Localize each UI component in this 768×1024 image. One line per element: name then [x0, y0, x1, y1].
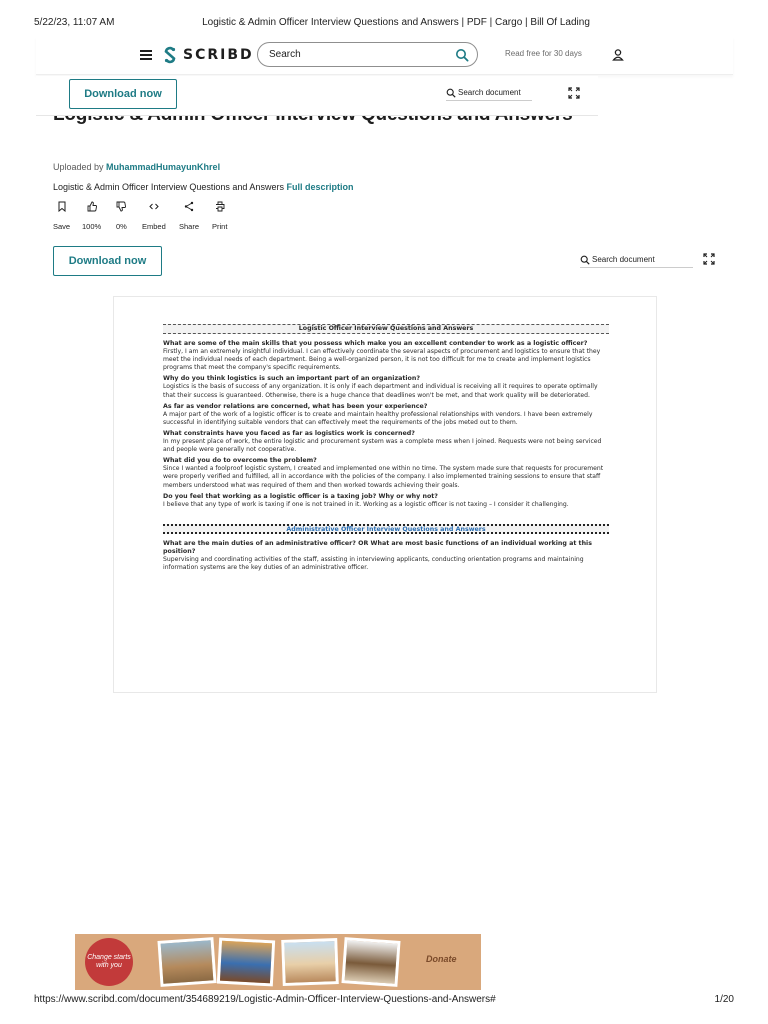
save-label: Save: [53, 222, 71, 231]
thumbs-down-icon: [116, 201, 126, 212]
search-input[interactable]: [269, 47, 449, 62]
user-account-icon[interactable]: [609, 46, 627, 64]
print-header: [0, 17, 768, 31]
ad-photo: [217, 938, 275, 987]
print-label: Print: [212, 222, 228, 231]
qa-item: [163, 457, 609, 489]
ad-donate-text[interactable]: Donate: [426, 954, 457, 964]
question: What did you do to overcome the problem?: [163, 457, 317, 465]
section-heading-administrative: Administrative Officer Interview Questions and Answers: [163, 524, 609, 534]
qa-item: [163, 375, 609, 399]
search-document-field[interactable]: [580, 252, 693, 268]
menu-icon[interactable]: [140, 50, 152, 60]
scribd-s-icon: [163, 46, 177, 64]
ad-slogan-badge: Change starts with you: [85, 938, 133, 986]
answer: Since I wanted a foolproof logistic system, I created and implemented one within no time. The system made sure that requests for procurement were properly verified and fulfilled, all in accordance with the policies of the company. I also implemented training sessions to ensure that staff members understood what was required of them and then worked towards achieving their goals.: [163, 465, 604, 489]
embed-label: Embed: [142, 222, 166, 231]
code-icon: [149, 201, 159, 212]
ad-photo: [157, 937, 216, 987]
question: What are some of the main skills that you possess which make you an excellent contender to work as a logistic officer?: [163, 340, 588, 347]
search-document-label: Search document: [458, 88, 521, 97]
share-icon: [184, 201, 194, 212]
save-button[interactable]: [53, 201, 70, 234]
search-document-field-top[interactable]: [446, 85, 532, 101]
uploaded-by-prefix: Uploaded by: [53, 162, 107, 172]
fullscreen-expand-icon[interactable]: [568, 87, 580, 99]
print-datetime: 5/22/23, 11:07 AM: [34, 17, 115, 28]
logo-text: SCRIBD: [183, 47, 254, 63]
description-text: Logistic & Admin Officer Interview Questions and Answers: [53, 182, 287, 192]
download-now-button[interactable]: Download now: [53, 246, 162, 276]
question: As far as vendor relations are concerned, what has been your experience?: [163, 402, 428, 410]
search-document-label: Search document: [592, 255, 655, 264]
answer: In my present place of work, the entire logistic and procurement system was a complete mess when I joined. Requests were not being serviced and people were generally not cooperative.: [163, 438, 602, 454]
question: Why do you think logistics is such an important part of an organization?: [163, 375, 420, 383]
bookmark-icon: [57, 201, 67, 212]
print-page-title: Logistic & Admin Officer Interview Questions and Answers | PDF | Cargo | Bill Of Lading: [202, 17, 590, 28]
search-icon: [580, 255, 590, 265]
question: What constraints have you faced as far as logistics work is concerned?: [163, 429, 415, 437]
answer: A major part of the work of a logistic officer is to create and maintain healthy professional relationships with vendors. I have been extremely successful in identifying suitable vendors that can effectively meet the requirements of the jobs meted out to them.: [163, 410, 593, 426]
answer: I believe that any type of work is taxing if one is not trained in it. Working as a logistic officer is not taxing – I consider it challenging.: [163, 500, 569, 508]
answer: Supervising and coordinating activities of the staff, assisting in interviewing applicants, conducting orientation programs and maintaining information systems are the key duties of an administrative officer.: [163, 555, 584, 572]
page-url: https://www.scribd.com/document/354689219/Logistic-Admin-Officer-Interview-Questions-and-Answers#: [34, 994, 496, 1005]
page-number: 1/20: [714, 994, 734, 1005]
qa-item: [163, 403, 609, 427]
search-icon[interactable]: [455, 48, 469, 62]
downvote-percentage: 0%: [116, 222, 127, 231]
embed-button[interactable]: [142, 201, 166, 234]
document-description: [53, 182, 353, 192]
document-page: [113, 296, 657, 693]
ad-photo: [281, 938, 339, 986]
ad-photo: [341, 937, 400, 987]
download-now-button-top[interactable]: Download now: [69, 79, 177, 109]
sticky-download-bar: [36, 76, 598, 116]
qa-item: [163, 540, 609, 572]
top-navigation-bar: [36, 37, 733, 75]
question: Do you feel that working as a logistic officer is a taxing job? Why or why not?: [163, 492, 438, 500]
search-box[interactable]: [257, 42, 478, 67]
uploaded-by: [53, 162, 220, 172]
uploader-name-link[interactable]: MuhammadHumayunKhrel: [106, 162, 221, 172]
qa-item: [163, 493, 609, 509]
section-heading-logistic: Logistic Officer Interview Questions and Answers: [163, 324, 609, 334]
share-button[interactable]: [179, 201, 199, 234]
question: What are the main duties of an administrative officer? OR What are most basic functions of an individual working at this position?: [163, 539, 592, 555]
scribd-logo[interactable]: [163, 45, 254, 65]
answer: Logistics is the basis of success of any organization. It is only if each department and individual is receiving all it requires to operate optimally that their success is guaranteed. Otherwise, there is a huge chance that deadlines won't be met, and that work quality will be deteriorated.: [163, 383, 598, 399]
fullscreen-expand-icon[interactable]: [703, 253, 715, 265]
qa-item: [163, 340, 609, 372]
search-icon: [446, 88, 456, 98]
read-free-link[interactable]: Read free for 30 days: [505, 49, 582, 58]
print-button[interactable]: [212, 201, 227, 234]
upvote-button[interactable]: [82, 201, 101, 234]
full-description-link[interactable]: Full description: [286, 182, 354, 192]
answer: Firstly, I am an extremely insightful individual. I can effectively coordinate the several aspects of procurement and logistics to ensure that they meet the individual needs of each department. Being a well-organized person, it is not too difficult for me to create and implement logistics programs that meet the company's specific requirements.: [163, 348, 601, 372]
advertisement-banner[interactable]: [75, 934, 481, 990]
upvote-percentage: 100%: [82, 222, 102, 231]
print-icon: [215, 201, 225, 212]
thumbs-up-icon: [87, 201, 97, 212]
share-label: Share: [179, 222, 200, 231]
downvote-button[interactable]: [116, 201, 127, 234]
page-content: [163, 324, 609, 574]
qa-item: [163, 430, 609, 454]
